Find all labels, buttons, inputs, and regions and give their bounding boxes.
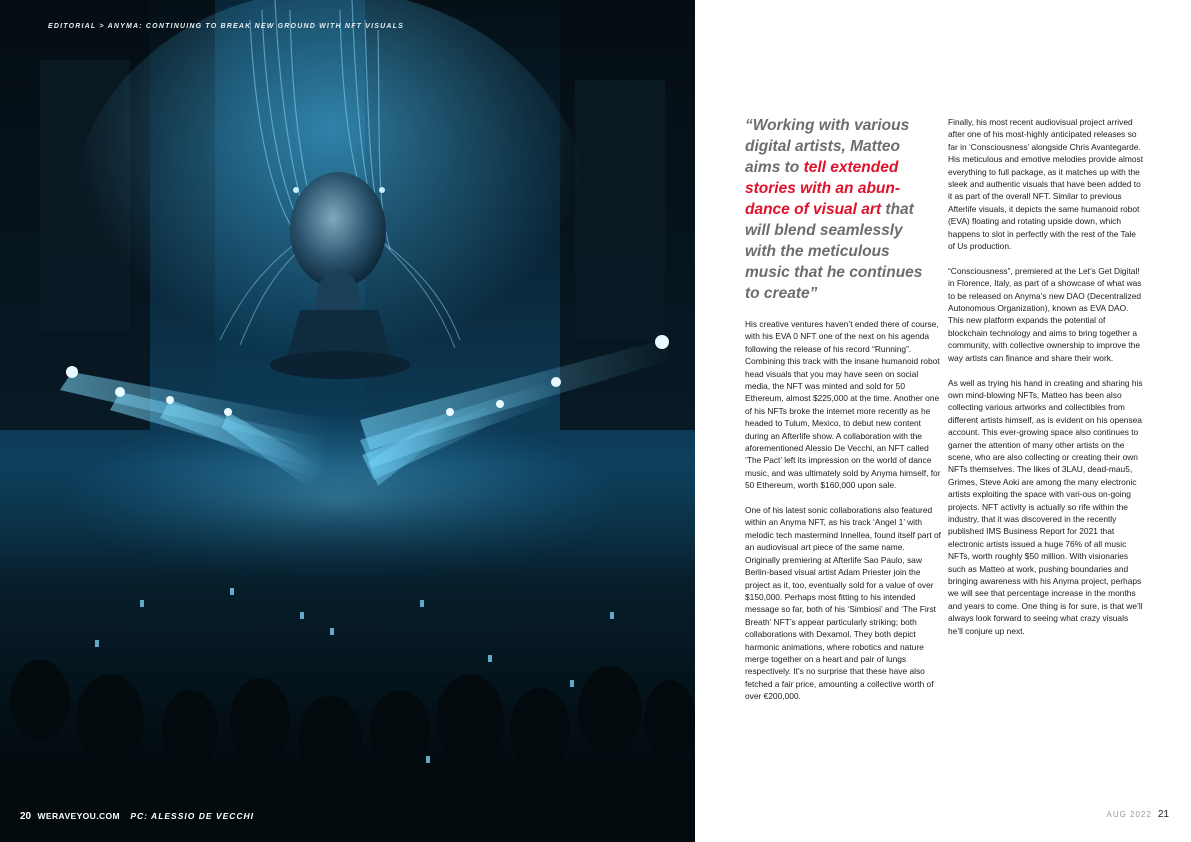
page-number-left: 20 (20, 811, 32, 822)
article-paragraph: His creative ventures haven’t ended there of course, with his EVA 0 NFT one of the next on his agenda following the release of his record “Running”. Combining this track with the insane humanoid robot head visuals that you may have seen on social media, the NFT was minted and sold for 50 Ethereum, almost $225,000 at the time. Another one of his NFTs broke the internet more recently as he headed to Tulum, Mexico, to debut new content during an Afterlife show. A collaboration with the aforementioned Alessio De Vecchi, an NFT called ‘The Pact’ left its impression on the world of dance music, and was ultimately sold by Anyma himself, for 50 Ethereum, worth $160,000 upon sale. (745, 319, 941, 491)
article-column-left (745, 318, 941, 715)
breadcrumb: EDITORIAL > ANYMA: CONTINUING TO BREAK NEW GROUND WITH NFT VISUALS (48, 23, 405, 30)
article-paragraph: “Consciousness”, premiered at the Let’s Get Digital! in Florence, Italy, as part of a showcase of what was to be released on Anyma’s new DAO (Decentralized Autonomous Organization), known as EVA DAO. This new platform expands the potential of blockchain technology and aims to bring together a community, with collective ownership to improve the way artists can finance and share their work. (948, 265, 1142, 363)
right-page-footer (1107, 809, 1169, 820)
article-paragraph: Finally, his most recent audiovisual project arrived after one of his most-highly anticipated releases so far in ‘Consciousness’ alongside Chris Avantegarde. His meticulous and emotive melodies provide almost everything to full package, as it matches up with the sleek and authentic visuals that have been added to it as part of the overall NFT. Similar to previous Afterlife visuals, it depicts the same humanoid robot (EVA) floating and rotating upside down, which happens to slot in perfectly with the rest of the Tale of Us production. (948, 117, 1144, 252)
issue-date: AUG 2022 (1106, 810, 1152, 819)
article-paragraph: As well as trying his hand in creating and sharing his own mind-blowing NFTs, Matteo has been also collecting various artworks and collectibles from different artists himself, as is evident on his opensea account. This ever-growing space also continues to garner the attention of many other artists on the scene, who are also collecting or creating their own NFTs themselves. The likes of 3LAU, dead-mau5, Grimes, Steve Aoki are among the many electronic artists exploiting the space with vari-ous on-going projects. NFT activity is actually so rife within the industry, that it was discovered in the recently published IMS Business Report for 2021 that electronic artists issued a huge 76% of all music NFTs, worth roughly $50 million. With visionaries such as Matteo at work, pushing boundaries and bringing awareness with his Anyma project, perhaps we will see that percentage increase in the months and years to come. One thing is for sure, is that we’ll always look forward to seeing what crazy visuals he’ll conjure up next. (948, 377, 1143, 636)
pull-quote-text: “Working with various digital artists, Matteo aims to (745, 117, 910, 176)
page-number-right: 21 (1157, 809, 1169, 820)
pull-quote-text-end: that will blend seamlessly with the meticulous music that he continues to create” (745, 201, 923, 302)
left-page-footer (20, 811, 254, 822)
pull-quote-highlight: tell extended stories with an abun-dance of visual art (745, 159, 901, 218)
article-paragraph: One of his latest sonic collaborations also featured within an Anyma NFT, as his track ‘Angel 1’ with melodic tech mastermind Innellea, found itself part of an audiovisual art piece of the same name. Originally premiering at Afterlife Sao Paulo, saw Berlin-based visual artist Adam Priester join the project as it, too, eventually sold for a value of over $150,000. Perhaps most fitting to his intended message so far, both of his ‘Simbiosi’ and ‘The First Breath’ NFT’s appear particularly striking; both collaborations with Dexamol. They both depict harmonic animations, where robotics and nature merge together on a heart and pair of lungs respectively. It’s no surprise that these have also fetched a fair price, amounting a collective worth of over €200,000. (745, 505, 941, 702)
article-column-right (948, 116, 1144, 649)
right-page-article (695, 0, 1191, 842)
photo-credit: PC: ALESSIO DE VECCHI (130, 811, 255, 821)
site-url: WERAVEYOU.COM (37, 811, 120, 821)
pull-quote (745, 115, 935, 304)
